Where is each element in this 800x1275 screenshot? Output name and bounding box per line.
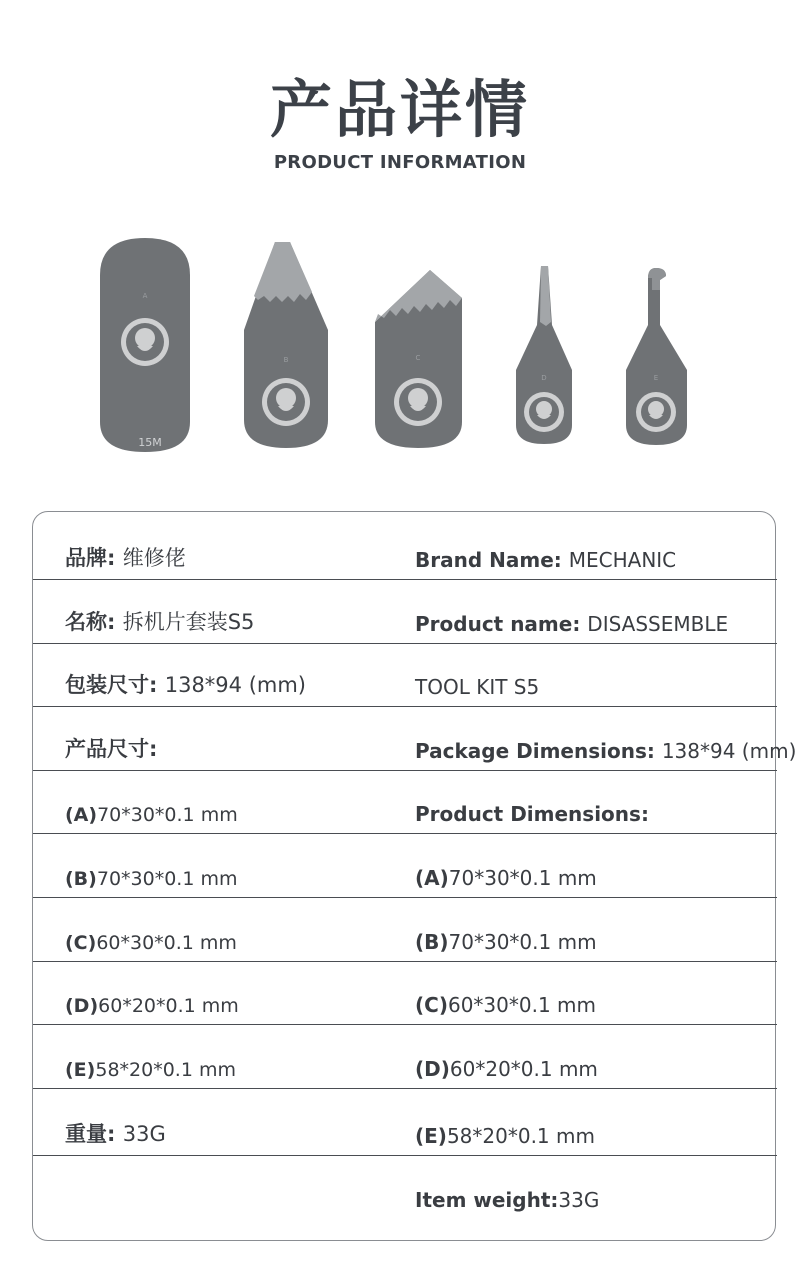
row-divider xyxy=(33,961,777,963)
spec-label: (C) xyxy=(65,932,97,954)
spec-label: (B) xyxy=(65,868,97,890)
row-divider xyxy=(33,833,777,835)
spec-label: Product name: xyxy=(415,612,588,636)
spec-label: 重量: xyxy=(65,1122,123,1146)
tool-blades-image xyxy=(0,230,800,470)
spec-value: 138*94 (mm) xyxy=(661,739,797,763)
blade-b xyxy=(244,242,328,448)
spec-label: (C) xyxy=(415,993,448,1017)
spec-cell-english xyxy=(415,548,676,572)
spec-row xyxy=(33,1026,777,1089)
tool-blades-illustration xyxy=(0,230,800,470)
spec-row xyxy=(33,835,777,898)
spec-value: 70*30*0.1 mm xyxy=(448,866,597,890)
spec-row xyxy=(33,708,797,771)
spec-value: DISASSEMBLE xyxy=(587,612,729,636)
blade-d-letter: D xyxy=(541,374,547,382)
spec-value: 33G xyxy=(122,1122,166,1146)
spec-cell-english xyxy=(415,993,596,1017)
spec-value: 58*20*0.1 mm xyxy=(95,1059,236,1081)
spec-label: (E) xyxy=(415,1124,447,1148)
spec-row xyxy=(33,899,777,962)
spec-label: 包装尺寸: xyxy=(65,673,165,697)
row-divider xyxy=(33,770,777,772)
spec-cell-chinese xyxy=(65,993,239,1017)
spec-label: Product Dimensions: xyxy=(415,802,649,826)
spec-value: 60*30*0.1 mm xyxy=(96,932,237,954)
spec-value: 58*20*0.1 mm xyxy=(446,1124,595,1148)
page-subtitle: PRODUCT INFORMATION xyxy=(273,152,527,173)
spec-cell-chinese xyxy=(65,866,238,890)
row-divider xyxy=(33,643,777,645)
spec-value: 70*30*0.1 mm xyxy=(448,930,597,954)
spec-cell-english xyxy=(415,1124,595,1148)
spec-row xyxy=(33,645,777,707)
spec-label: 名称: xyxy=(65,610,123,634)
spec-cell-chinese xyxy=(65,733,157,763)
blade-d xyxy=(516,266,572,444)
spec-label: Package Dimensions: xyxy=(415,739,662,763)
spec-cell-chinese xyxy=(65,542,186,572)
spec-row xyxy=(33,963,777,1025)
spec-cell-chinese xyxy=(65,1057,236,1081)
spec-label: (A) xyxy=(415,866,449,890)
spec-value: 维修佬 xyxy=(122,546,186,570)
spec-cell-chinese xyxy=(65,1118,166,1148)
spec-label: Item weight: xyxy=(415,1188,559,1212)
spec-value: 60*20*0.1 mm xyxy=(98,995,239,1017)
spec-value: 60*20*0.1 mm xyxy=(449,1057,598,1081)
spec-row xyxy=(33,772,777,834)
spec-table xyxy=(32,511,797,1241)
spec-value: 33G xyxy=(558,1188,600,1212)
spec-value: 拆机片套装S5 xyxy=(122,610,255,634)
spec-label: (B) xyxy=(415,930,449,954)
spec-label: (A) xyxy=(65,804,98,826)
row-divider xyxy=(33,1155,777,1157)
spec-label: (D) xyxy=(65,995,99,1017)
page-title: 产品详情 xyxy=(269,73,530,146)
blade-b-letter: B xyxy=(283,356,289,364)
spec-label: Brand Name: xyxy=(415,548,569,572)
row-divider xyxy=(33,579,777,581)
spec-cell-english xyxy=(415,675,539,699)
spec-cell-chinese xyxy=(65,606,254,636)
spec-row xyxy=(33,517,777,580)
blade-c-letter: C xyxy=(415,354,421,362)
page-header xyxy=(0,70,800,173)
spec-value: 70*30*0.1 mm xyxy=(96,868,238,890)
spec-cell-chinese xyxy=(65,802,238,826)
spec-label: (E) xyxy=(65,1059,96,1081)
spec-row xyxy=(33,581,777,644)
spec-cell-chinese xyxy=(65,669,306,699)
spec-cell-english xyxy=(415,930,597,954)
blade-e-letter: E xyxy=(653,374,659,382)
spec-cell-chinese xyxy=(65,930,237,954)
blade-a-letter: A xyxy=(142,292,148,300)
spec-value: 138*94 (mm) xyxy=(164,673,306,697)
spec-value: 70*30*0.1 mm xyxy=(97,804,238,826)
spec-label: 产品尺寸: xyxy=(65,737,158,761)
spec-value: TOOL KIT S5 xyxy=(415,675,540,699)
blade-c xyxy=(375,270,462,448)
row-divider xyxy=(33,706,777,708)
row-divider xyxy=(33,897,777,899)
spec-cell-english xyxy=(415,802,649,826)
spec-value: MECHANIC xyxy=(568,548,677,572)
row-divider xyxy=(33,1024,777,1026)
spec-row xyxy=(33,1157,777,1220)
blade-a xyxy=(100,238,190,452)
blade-e xyxy=(626,268,687,445)
spec-value: 60*30*0.1 mm xyxy=(447,993,596,1017)
spec-cell-english xyxy=(415,866,597,890)
spec-label: 品牌: xyxy=(65,546,123,570)
row-divider xyxy=(33,1088,777,1090)
spec-label: (D) xyxy=(415,1057,450,1081)
spec-cell-english xyxy=(415,739,796,763)
spec-cell-english xyxy=(415,1188,599,1212)
spec-row xyxy=(33,1090,777,1156)
spec-cell-english xyxy=(415,1057,598,1081)
blade-a-engraving: 15M xyxy=(138,436,162,449)
spec-cell-english xyxy=(415,612,728,636)
